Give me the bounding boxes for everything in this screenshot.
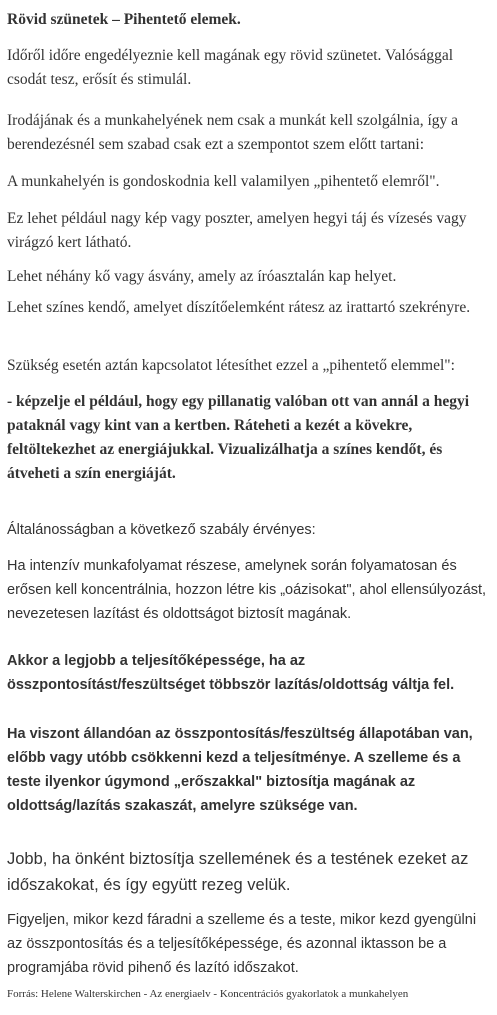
paragraph-emphasis: Akkor a legjobb a teljesítőképessége, ha az összpontosítást/feszültséget többször lazítás/oldottság váltja fel. bbox=[7, 653, 455, 693]
paragraph: Időről időre engedélyeznie kell magának egy rövid szünetet. Valósággal csodát tesz, erősít és stimulál. bbox=[7, 47, 454, 88]
paragraph: Ez lehet például nagy kép vagy poszter, amelyen hegyi táj és vízesés vagy virágzó kert látható. bbox=[7, 210, 467, 251]
paragraph: Általánosságban a következő szabály érvényes: bbox=[7, 522, 316, 538]
paragraph: Irodájának és a munkahelyének nem csak a munkát kell szolgálnia, így a berendezésnél sem szabad csak ezt a szempontot szem előtt tartani: bbox=[7, 112, 459, 153]
paragraph: Ha intenzív munkafolyamat részese, amelynek során folyamatosan és erősen kell koncentrálnia, hozzon létre kis „oázisokat", ahol ellensúlyozást, nevezetesen lazítást és oldottságot biztosít magának. bbox=[7, 558, 487, 622]
article-title: Rövid szünetek – Pihentető elemek. bbox=[7, 11, 241, 28]
paragraph: A munkahelyén is gondoskodnia kell valamilyen „pihentető elemről". bbox=[7, 173, 440, 190]
paragraph: Szükség esetén aztán kapcsolatot létesíthet ezzel a „pihentető elemmel": bbox=[7, 357, 455, 374]
paragraph: Jobb, ha önként biztosítja szellemének és a testének ezeket az időszakokat, és így együtt rezeg velük. bbox=[7, 850, 469, 894]
paragraph-emphasis: Ha viszont állandóan az összpontosítás/feszültség állapotában van, előbb vagy utóbb csökkenni kezd a teljesítménye. A szelleme és a teste ilyenkor úgymond „erőszakkal" biztosítja magának az oldottság/lazítás szakaszát, amelyre szüksége van. bbox=[7, 726, 473, 814]
paragraph: Lehet néhány kő vagy ásvány, amely az íróasztalán kap helyet. bbox=[7, 268, 397, 285]
paragraph: Figyeljen, mikor kezd fáradni a szelleme és a teste, mikor kezd gyengülni az összpontosítás és a teljesítőképessége, és azonnal iktasson be a programjába rövid pihenő és lazító időszakot. bbox=[7, 912, 477, 976]
paragraph-emphasis: - képzelje el például, hogy egy pillanatig valóban ott van annál a hegyi pataknál vagy kint van a kertben. Ráteheti a kezét a kövekre, feltöltekezhet az energiájukkal. Vizualizálhatja a színes kendőt, és átveheti a szín energiáját. bbox=[7, 393, 470, 482]
paragraph: Lehet színes kendő, amelyet díszítőelemként rátesz az irattartó szekrényre. bbox=[7, 299, 471, 316]
source-citation: Forrás: Helene Walterskirchen - Az energiaelv - Koncentrációs gyakorlatok a munkahelyen bbox=[7, 988, 409, 1000]
